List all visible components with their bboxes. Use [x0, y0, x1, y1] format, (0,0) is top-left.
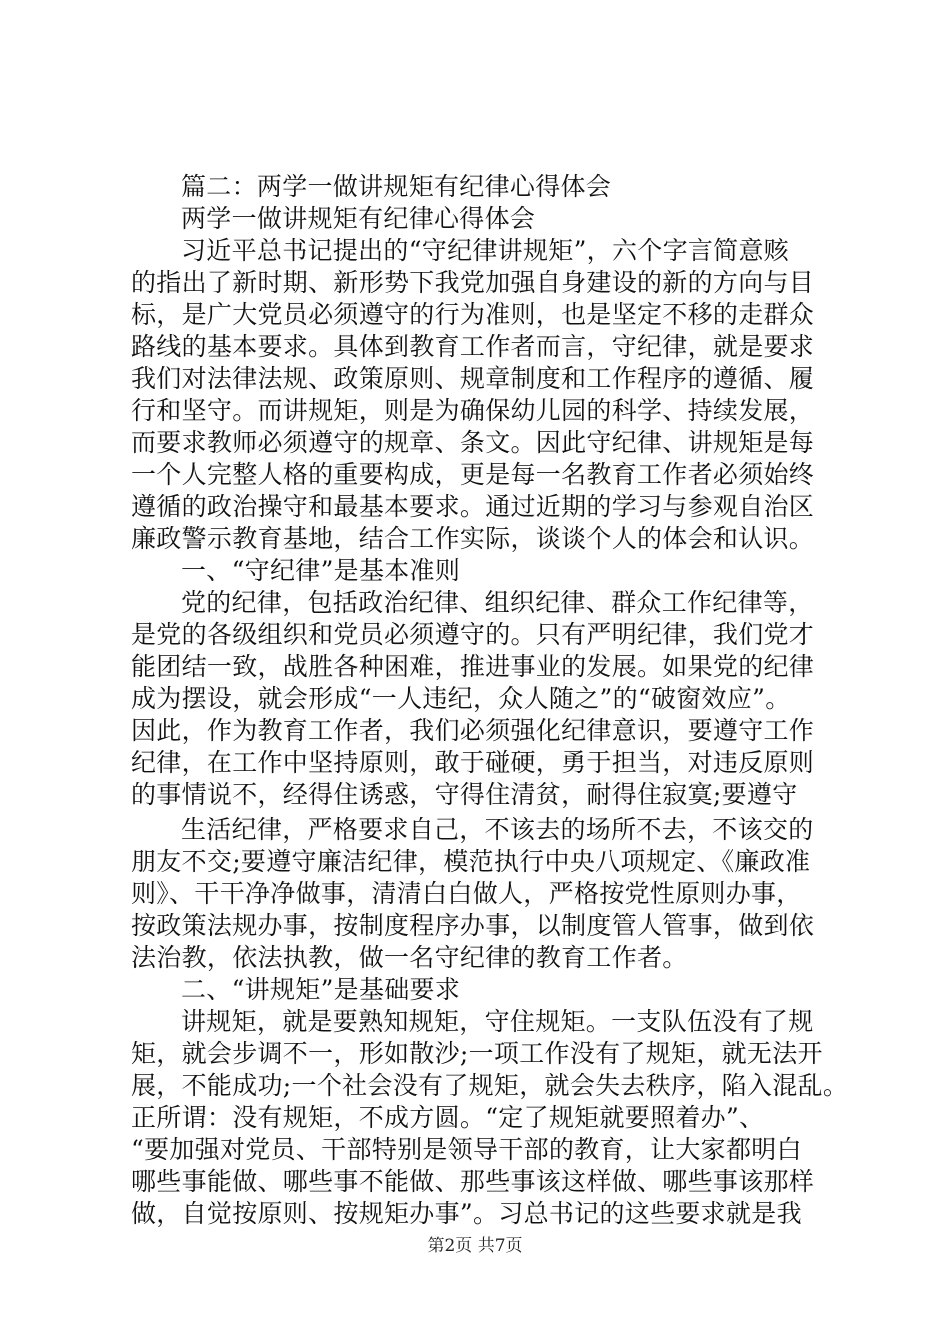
paragraph-line: 的指出了新时期、新形势下我党加强自身建设的新的方向与目: [131, 268, 815, 297]
paragraph-line: 展，不能成功;一个社会没有了规矩，就会失去秩序，陷入混乱。: [131, 1071, 849, 1100]
paragraph-line: “要加强对党员、干部特别是领导干部的教育，让大家都明白: [131, 1135, 802, 1164]
paragraph-line: 成为摆设，就会形成“一人违纪，众人随之”的“破窗效应”。: [131, 684, 791, 713]
paragraph-line: 朋友不交;要遵守廉洁纪律，模范执行中央八项规定、《廉政准: [131, 847, 811, 876]
paragraph-line: 按政策法规办事，按制度程序办事，以制度管人管事，做到依: [131, 911, 815, 940]
paragraph-line: 一个人完整人格的重要构成，更是每一名教育工作者必须始终: [131, 460, 815, 489]
paragraph-line: 标，是广大党员必须遵守的行为准则，也是坚定不移的走群众: [131, 300, 815, 329]
paragraph-line: 哪些事能做、哪些事不能做、那些事该这样做、哪些事该那样: [131, 1167, 815, 1196]
paragraph-line: 正所谓：没有规矩，不成方圆。“定了规矩就要照着办”、: [131, 1103, 765, 1132]
paragraph-line: 矩，就会步调不一，形如散沙;一项工作没有了规矩，就无法开: [131, 1039, 823, 1068]
page-number-footer: 第2页 共7页: [427, 1236, 523, 1256]
paragraph-line: 则》、干干净净做事，清清白白做人，严格按党性原则办事，: [131, 879, 802, 908]
paragraph-line: 做，自觉按原则、按规矩办事”。习总书记的这些要求就是我: [131, 1199, 802, 1228]
paragraph-line: 习近平总书记提出的“守纪律讲规矩”，六个字言简意赅: [181, 236, 790, 265]
paragraph-line: 能团结一致，战胜各种困难，推进事业的发展。如果党的纪律: [131, 652, 815, 681]
paragraph-line: 遵循的政治操守和最基本要求。通过近期的学习与参观自治区: [131, 492, 815, 521]
paragraph-line: 行和坚守。而讲规矩，则是为确保幼儿园的科学、持续发展，: [131, 396, 815, 425]
paragraph-line: 廉政警示教育基地，结合工作实际，谈谈个人的体会和认识。: [131, 524, 815, 553]
paragraph-line: 因此，作为教育工作者，我们必须强化纪律意识，要遵守工作: [131, 716, 815, 745]
paragraph-line: 法治教，依法执教，做一名守纪律的教育工作者。: [131, 943, 688, 972]
paragraph-line: 纪律，在工作中坚持原则，敢于碰硬，勇于担当，对违反原则: [131, 748, 815, 777]
section-heading: 二、“讲规矩”是基础要求: [181, 975, 461, 1004]
paragraph-line: 党的纪律，包括政治纪律、组织纪律、群众工作纪律等，: [181, 588, 814, 617]
section-heading: 一、“守纪律”是基本准则: [181, 556, 461, 585]
document-title: 两学一做讲规矩有纪律心得体会: [181, 204, 536, 233]
paragraph-line: 我们对法律法规、政策原则、规章制度和工作程序的遵循、履: [131, 364, 815, 393]
section-heading: 篇二：两学一做讲规矩有纪律心得体会: [181, 172, 612, 201]
paragraph-line: 路线的基本要求。具体到教育工作者而言，守纪律，就是要求: [131, 332, 815, 361]
paragraph-line: 讲规矩，就是要熟知规矩，守住规矩。一支队伍没有了规: [181, 1007, 814, 1036]
paragraph-line: 的事情说不，经得住诱惑，守得住清贫，耐得住寂寞;要遵守: [131, 780, 798, 809]
paragraph-line: 生活纪律，严格要求自己，不该去的场所不去，不该交的: [181, 815, 814, 844]
paragraph-line: 是党的各级组织和党员必须遵守的。只有严明纪律，我们党才: [131, 620, 815, 649]
paragraph-line: 而要求教师必须遵守的规章、条文。因此守纪律、讲规矩是每: [131, 428, 815, 457]
